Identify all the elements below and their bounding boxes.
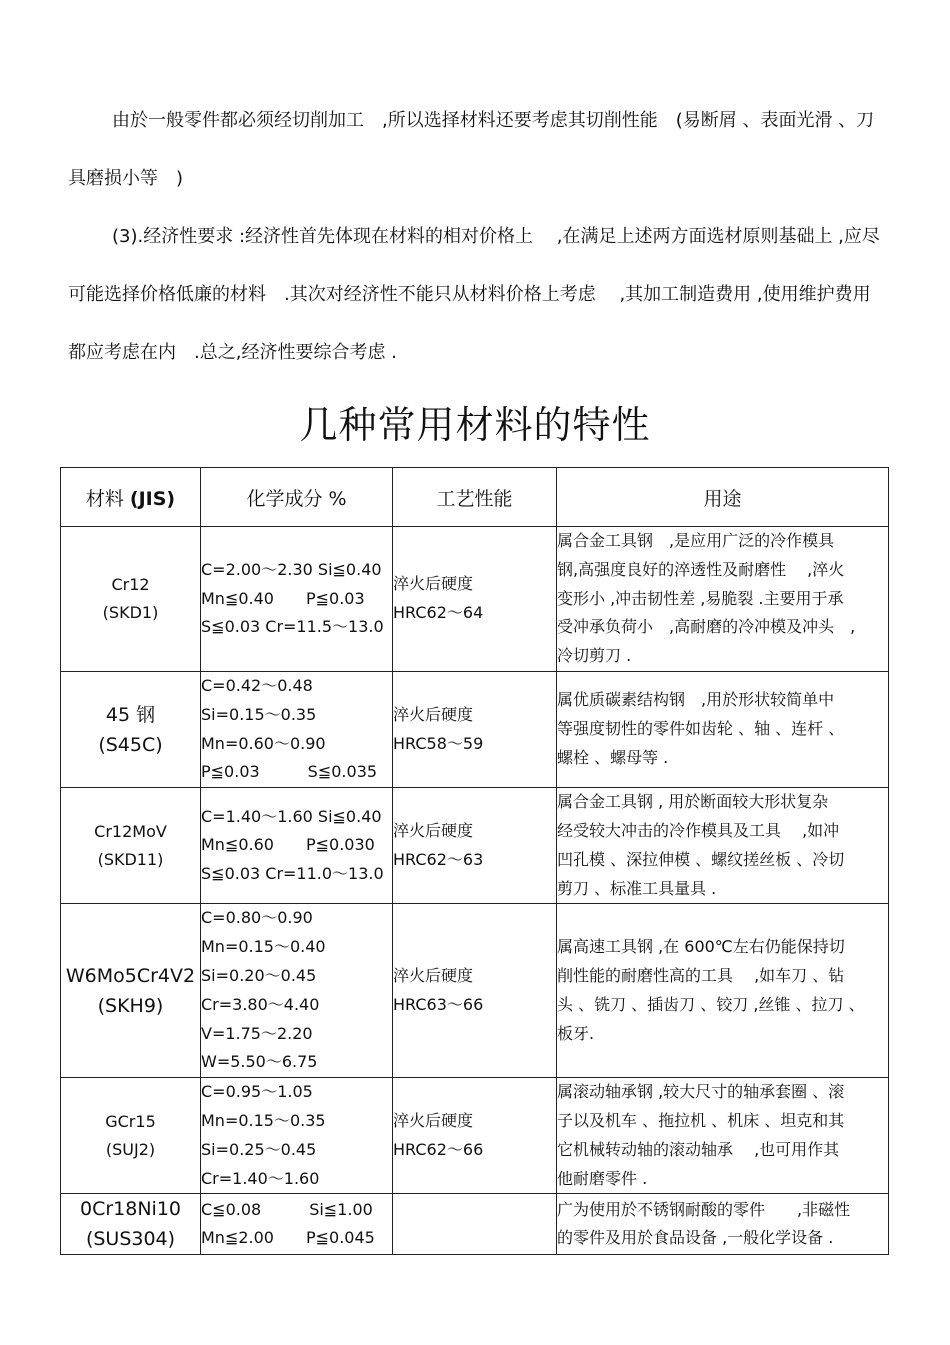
table-row — [61, 788, 889, 904]
chemistry-cell-line: Mn≦0.40 P≦0.03 — [201, 588, 365, 608]
paragraph-economy: (3).经济性要求 :经济性首先体现在材料的相对价格上 ,在满足上述两方面选材原则基础上 ,应尽可能选择价格低廉的材料 .其次对经济性不能只从材料价格上考虑 ,其加工制造费用 ,使用维护费用都应考虑在内 .总之,经济性要综合考虑 . — [68, 226, 880, 363]
usage-cell-line: 削性能的耐磨性高的工具 ,如车刀 、钻 — [557, 965, 845, 985]
chemistry-cell-line: Si=0.15～0.35 — [201, 704, 317, 724]
chemistry-cell — [201, 1078, 393, 1194]
header-usage: 用途 — [557, 468, 889, 527]
chemistry-cell — [201, 527, 393, 672]
process-cell-line: 淬火后硬度 — [393, 965, 474, 985]
chemistry-cell-line: C=0.80～0.90 — [201, 908, 313, 928]
usage-cell-line: 钢,高强度良好的淬透性及耐磨性 ,淬火 — [557, 559, 845, 579]
process-cell-line: HRC62～66 — [393, 1139, 484, 1159]
process-cell-line: HRC62～63 — [393, 849, 484, 869]
material-cell-line: (SKD1) — [102, 602, 159, 622]
chemistry-cell-line: C≦0.08 Si≦1.00 — [201, 1199, 373, 1219]
paragraph-machinability: 由於一般零件都必须经切削加工 ,所以选择材料还要考虑其切削性能 (易断屑 、表面光滑 、刀具磨损小等 ) — [68, 110, 875, 189]
chemistry-cell-line: S≦0.03 Cr=11.5～13.0 — [201, 617, 384, 637]
material-cell — [61, 904, 201, 1078]
usage-cell-line: 的零件及用於食品设备 ,一般化学设备 . — [557, 1228, 834, 1248]
material-cell-line: 45 钢 — [105, 703, 156, 726]
usage-cell-line: 冷切剪刀 . — [557, 646, 632, 666]
process-cell-line: 淬火后硬度 — [393, 820, 474, 840]
usage-cell-line: 广为使用於不锈钢耐酸的零件 ,非磁性 — [557, 1199, 851, 1219]
table-row — [61, 904, 889, 1078]
usage-cell — [557, 1078, 889, 1194]
header-chemistry: 化学成分 % — [201, 468, 393, 527]
usage-cell-line: 凹孔模 、深拉伸模 、螺纹搓丝板 、冷切 — [557, 849, 845, 869]
material-cell — [61, 1078, 201, 1194]
process-cell — [393, 671, 557, 787]
chemistry-cell-line: Mn=0.15～0.35 — [201, 1110, 326, 1130]
material-cell-line: (SKH9) — [97, 994, 164, 1017]
table-row — [61, 1078, 889, 1194]
usage-cell-line: 受冲承负荷小 ,高耐磨的冷冲模及冲头 , — [557, 617, 856, 637]
materials-table — [60, 467, 889, 1255]
process-cell-line: 淬火后硬度 — [393, 1110, 474, 1130]
header-process: 工艺性能 — [393, 468, 557, 527]
chemistry-cell-line: Mn=0.15～0.40 — [201, 937, 326, 957]
chemistry-cell-line: C=1.40～1.60 Si≦0.40 — [201, 806, 382, 826]
chemistry-cell-line: Cr=1.40～1.60 — [201, 1168, 320, 1188]
usage-cell-line: 属优质碳素结构钢 ,用於形状较简单中 — [557, 690, 835, 710]
table-row — [61, 1194, 889, 1255]
chemistry-cell-line: P≦0.03 S≦0.035 — [201, 762, 378, 782]
material-cell — [61, 788, 201, 904]
usage-cell-line: 等强度韧性的零件如齿轮 、轴 、连杆 、 — [557, 719, 845, 739]
process-cell — [393, 904, 557, 1078]
chemistry-cell-line: C=0.95～1.05 — [201, 1082, 313, 1102]
chemistry-cell — [201, 1194, 393, 1255]
material-cell — [61, 1194, 201, 1255]
chemistry-cell-line: Cr=3.80～4.40 — [201, 994, 320, 1014]
chemistry-cell — [201, 904, 393, 1078]
usage-cell-line: 属合金工具钢 , 用於断面较大形状复杂 — [557, 792, 829, 812]
material-cell — [61, 671, 201, 787]
material-cell-line: (SKD11) — [97, 849, 164, 869]
material-cell-line: Cr12 — [111, 574, 150, 594]
material-cell — [61, 527, 201, 672]
chemistry-cell-line: Mn=0.60～0.90 — [201, 733, 326, 753]
usage-cell — [557, 1194, 889, 1255]
usage-cell-line: 板牙. — [557, 1023, 595, 1043]
usage-cell-line: 头 、铣刀 、插齿刀 、铰刀 ,丝锥 、拉刀 、 — [557, 994, 865, 1014]
material-cell-line: GCr15 — [105, 1111, 156, 1131]
material-cell-line: Cr12MoV — [94, 821, 167, 841]
usage-cell-line: 属高速工具钢 ,在 600℃左右仍能保持切 — [557, 937, 845, 957]
usage-cell-line: 他耐磨零件 . — [557, 1168, 648, 1188]
usage-cell-line: 属滚动轴承钢 ,较大尺寸的轴承套圈 、滚 — [557, 1082, 845, 1102]
chemistry-cell-line: Mn≦2.00 P≦0.045 — [201, 1228, 375, 1248]
chemistry-cell-line: Mn≦0.60 P≦0.030 — [201, 835, 375, 855]
chemistry-cell-line: W=5.50～6.75 — [201, 1052, 318, 1072]
usage-cell-line: 变形小 ,冲击韧性差 ,易脆裂 .主要用于承 — [557, 588, 844, 608]
material-cell-line: (S45C) — [98, 733, 163, 756]
chemistry-cell — [201, 788, 393, 904]
process-cell-line: HRC63～66 — [393, 994, 484, 1014]
process-cell-line: HRC62～64 — [393, 602, 484, 622]
chemistry-cell-line: S≦0.03 Cr=11.0～13.0 — [201, 864, 384, 884]
material-cell-line: 0Cr18Ni10 — [79, 1198, 181, 1221]
chemistry-cell-line: C=0.42～0.48 — [201, 675, 313, 695]
process-cell — [393, 788, 557, 904]
usage-cell — [557, 671, 889, 787]
table-header-row — [61, 468, 889, 527]
chemistry-cell — [201, 671, 393, 787]
chemistry-cell-line: C=2.00～2.30 Si≦0.40 — [201, 559, 382, 579]
chemistry-cell-line: V=1.75～2.20 — [201, 1023, 313, 1043]
usage-cell-line: 经受较大冲击的冷作模具及工具 ,如冲 — [557, 820, 840, 840]
material-cell-line: W6Mo5Cr4V2 — [65, 964, 196, 987]
material-cell-line: (SUJ2) — [105, 1139, 156, 1159]
process-cell-line: 淬火后硬度 — [393, 574, 474, 594]
process-cell-line: 淬火后硬度 — [393, 704, 474, 724]
header-material — [61, 468, 201, 527]
usage-cell-line: 子以及机车 、拖拉机 、机床 、坦克和其 — [557, 1110, 845, 1130]
material-cell-line: (SUS304) — [85, 1228, 176, 1251]
chemistry-cell-line: Si=0.20～0.45 — [201, 965, 317, 985]
header-material-jis: (JIS) — [129, 487, 176, 510]
usage-cell-line: 它机械转动轴的滚动轴承 ,也可用作其 — [557, 1139, 840, 1159]
header-material-label: 材料 — [85, 487, 130, 510]
process-cell — [393, 1078, 557, 1194]
process-cell — [393, 527, 557, 672]
usage-cell-line: 螺栓 、螺母等 . — [557, 747, 669, 767]
usage-cell — [557, 904, 889, 1078]
table-row — [61, 527, 889, 672]
page-title: 几种常用材料的特性 — [299, 403, 651, 447]
usage-cell — [557, 527, 889, 672]
chemistry-cell-line: Si=0.25～0.45 — [201, 1139, 317, 1159]
process-cell — [393, 1194, 557, 1255]
table-row — [61, 671, 889, 787]
usage-cell-line: 属合金工具钢 ,是应用广泛的冷作模具 — [557, 531, 835, 550]
usage-cell-line: 剪刀 、标准工具量具 . — [557, 878, 717, 898]
process-cell-line: HRC58～59 — [393, 733, 484, 753]
usage-cell — [557, 788, 889, 904]
